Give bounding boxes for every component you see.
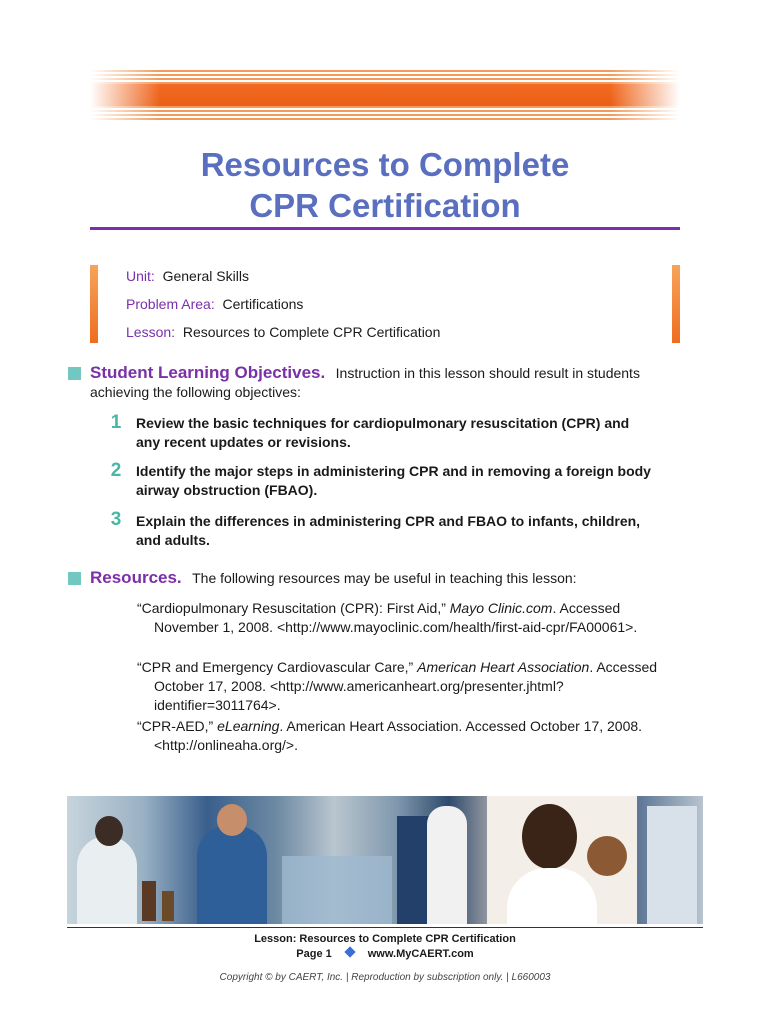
- header-banner: [90, 70, 680, 120]
- objective-2-line-2: airway obstruction (FBAO).: [136, 482, 318, 498]
- objective-2-line-1: Identify the major steps in administering CPR and in removing a foreign body: [136, 463, 651, 479]
- lesson-row: [126, 323, 440, 341]
- lesson-label: Lesson:: [126, 324, 176, 340]
- resources-intro: The following resources may be useful in teaching this lesson:: [192, 570, 577, 586]
- objective-3: [136, 512, 696, 550]
- footer-site: www.MyCAERT.com: [367, 948, 474, 960]
- unit-row: [126, 267, 249, 285]
- resources-heading-row: [90, 567, 710, 589]
- footer-page: Page 1: [296, 948, 332, 960]
- footer-divider: [67, 927, 703, 928]
- objective-number-3: 3: [110, 509, 122, 530]
- footer-lesson: Lesson: Resources to Complete CPR Certification: [254, 933, 516, 945]
- reference-3-details: . American Heart Association. Accessed October 17, 2008. <http://onlineaha.org/>.: [154, 718, 643, 753]
- objectives-bullet-icon: [68, 367, 81, 380]
- resources-bullet-icon: [68, 572, 81, 585]
- title-divider: [90, 227, 680, 230]
- reference-3-title: “CPR-AED,”: [137, 718, 218, 734]
- objective-number-2: 2: [110, 460, 122, 481]
- problem-area-label: Problem Area:: [126, 296, 215, 312]
- reference-3: [137, 717, 674, 755]
- resources-heading: Resources.: [90, 568, 182, 587]
- title-line-1: Resources to Complete: [200, 146, 570, 183]
- objective-3-line-2: and adults.: [136, 532, 210, 548]
- title-line-2: CPR Certification: [249, 187, 521, 224]
- objective-1: [136, 414, 696, 452]
- unit-label: Unit:: [126, 268, 155, 284]
- meta-left-bar: [90, 265, 98, 343]
- copyright-notice: Copyright © by CAERT, Inc. | Reproduction by subscription only. | L660003: [219, 972, 551, 983]
- unit-value: General Skills: [162, 268, 249, 284]
- objectives-heading: Student Learning Objectives.: [90, 363, 326, 382]
- reference-1-details: . Accessed November 1, 2008. <http://www.mayoclinic.com/health/first-aid-cpr/FA00061>.: [154, 600, 638, 635]
- reference-1: [137, 599, 674, 637]
- lesson-value: Resources to Complete CPR Certification: [182, 324, 441, 340]
- objectives-intro-2: achieving the following objectives:: [90, 384, 301, 400]
- objective-2: [136, 462, 696, 500]
- healthcare-photo-collage: [67, 796, 703, 924]
- reference-2-details: . Accessed October 17, 2008. <http://www.americanheart.org/presenter.jhtml?identifier=3011764>.: [154, 659, 658, 713]
- objectives-heading-row: [90, 362, 710, 384]
- reference-1-title: “Cardiopulmonary Resuscitation (CPR): First Aid,”: [137, 600, 450, 616]
- objective-1-line-2: any recent updates or revisions.: [136, 434, 351, 450]
- reference-1-source: Mayo Clinic.com: [449, 600, 553, 616]
- objective-3-line-1: Explain the differences in administering CPR and FBAO to infants, children,: [136, 513, 641, 529]
- problem-area-value: Certifications: [222, 296, 304, 312]
- reference-3-source: eLearning: [217, 718, 280, 734]
- objectives-intro-1: Instruction in this lesson should result in students: [335, 365, 640, 381]
- footer-page-row: [0, 946, 770, 962]
- reference-2-source: American Heart Association: [417, 659, 590, 675]
- page-title: [90, 144, 680, 226]
- reference-2-title: “CPR and Emergency Cardiovascular Care,”: [137, 659, 418, 675]
- diamond-icon: [344, 946, 355, 957]
- meta-right-bar: [672, 265, 680, 343]
- reference-2: [137, 658, 674, 715]
- objective-1-line-1: Review the basic techniques for cardiopulmonary resuscitation (CPR) and: [136, 415, 630, 431]
- objective-number-1: 1: [110, 412, 122, 433]
- problem-area-row: [126, 295, 303, 313]
